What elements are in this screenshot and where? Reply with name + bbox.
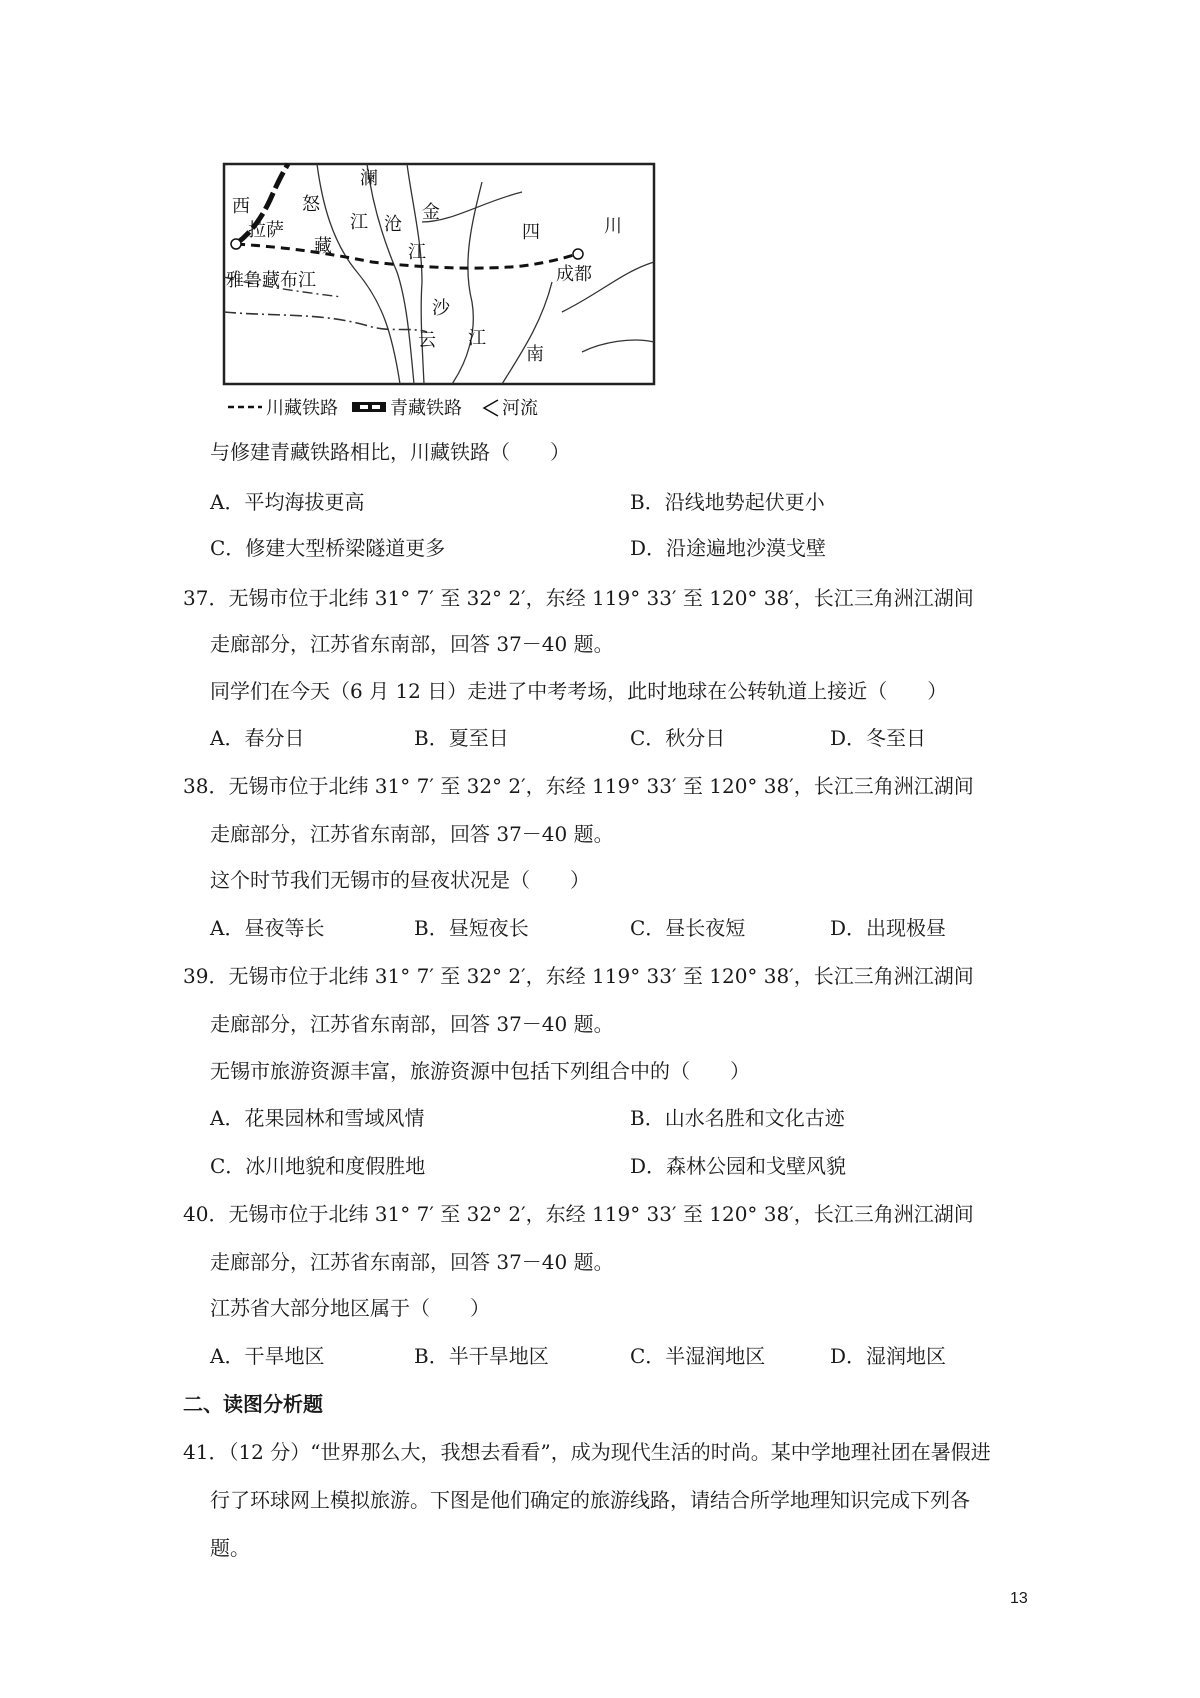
- q36-option-d: D．沿途遍地沙漠戈壁: [630, 536, 827, 560]
- q39-intro-line1: 39．无锡市位于北纬 31° 7′ 至 32° 2′，东经 119° 33′ 至 120° 38′，长江三角洲江湖间: [183, 964, 974, 988]
- q40-option-c: C．半湿润地区: [630, 1344, 766, 1368]
- map-label-yaluzangbujiang: 雅鲁藏布江: [226, 270, 316, 291]
- map-label-chengdu: 成都: [556, 264, 592, 285]
- q39-stem: 无锡市旅游资源丰富，旅游资源中包括下列组合中的（ ）: [210, 1059, 750, 1083]
- legend-qingzang: 青藏铁路: [390, 398, 462, 418]
- map-label-jiang3: 江: [468, 328, 486, 349]
- q37-stem: 同学们在今天（6 月 12 日）走进了中考考场，此时地球在公转轨道上接近（ ）: [210, 679, 948, 703]
- q38-intro-line2: 走廊部分，江苏省东南部，回答 37－40 题。: [210, 822, 614, 846]
- map-label-jin: 金: [422, 202, 440, 223]
- map-label-lasa: 拉萨: [248, 220, 284, 241]
- map-label-jiang1: 江: [350, 212, 368, 233]
- q38-option-b: B．昼短夜长: [414, 916, 529, 940]
- q37-intro-line1: 37．无锡市位于北纬 31° 7′ 至 32° 2′，东经 119° 33′ 至 120° 38′，长江三角洲江湖间: [183, 586, 974, 610]
- q39-option-b: B．山水名胜和文化古迹: [630, 1106, 845, 1130]
- map-label-jiang2: 江: [408, 242, 426, 263]
- map-label-sha: 沙: [432, 298, 450, 319]
- page-number: 13: [1010, 1590, 1028, 1607]
- q36-option-a: A．平均海拔更高: [210, 490, 365, 514]
- legend-chuanzang: 川藏铁路: [266, 398, 338, 418]
- q38-option-d: D．出现极昼: [830, 916, 947, 940]
- map-label-zang: 藏: [314, 236, 332, 257]
- q40-option-b: B．半干旱地区: [414, 1344, 549, 1368]
- map-label-xi: 西: [232, 196, 250, 217]
- q38-intro-line1: 38．无锡市位于北纬 31° 7′ 至 32° 2′，东经 119° 33′ 至 120° 38′，长江三角洲江湖间: [183, 774, 974, 798]
- q40-stem: 江苏省大部分地区属于（ ）: [210, 1296, 490, 1320]
- map-label-chuan: 川: [604, 216, 622, 237]
- q39-option-d: D．森林公园和戈壁风貌: [630, 1154, 847, 1178]
- q40-intro-line1: 40．无锡市位于北纬 31° 7′ 至 32° 2′，东经 119° 33′ 至 120° 38′，长江三角洲江湖间: [183, 1202, 974, 1226]
- map-label-lan: 澜: [360, 168, 378, 189]
- q38-option-c: C．昼长夜短: [630, 916, 746, 940]
- q38-stem: 这个时节我们无锡市的昼夜状况是（ ）: [210, 868, 590, 892]
- q40-intro-line2: 走廊部分，江苏省东南部，回答 37－40 题。: [210, 1250, 614, 1274]
- map-label-nan: 南: [526, 344, 544, 365]
- q41-line3: 题。: [210, 1536, 250, 1560]
- q36-option-b: B．沿线地势起伏更小: [630, 490, 825, 514]
- q38-option-a: A．昼夜等长: [210, 916, 325, 940]
- q36-option-c: C．修建大型桥梁隧道更多: [210, 536, 446, 560]
- q39-option-c: C．冰川地貌和度假胜地: [210, 1154, 426, 1178]
- q37-option-c: C．秋分日: [630, 726, 726, 750]
- section-heading: 二、读图分析题: [183, 1392, 323, 1416]
- q40-option-a: A．干旱地区: [210, 1344, 325, 1368]
- q36-stem: 与修建青藏铁路相比，川藏铁路（ ）: [210, 440, 570, 464]
- q41-line1: 41．（12 分）“世界那么大，我想去看看”，成为现代生活的时尚。某中学地理社团在暑假进: [183, 1440, 991, 1464]
- railway-map: [222, 162, 656, 418]
- q37-option-b: B．夏至日: [414, 726, 509, 750]
- map-label-yun: 云: [418, 330, 436, 351]
- legend-river: 河流: [502, 398, 538, 418]
- q41-line2: 行了环球网上模拟旅游。下图是他们确定的旅游线路，请结合所学地理知识完成下列各: [210, 1488, 970, 1512]
- q37-option-a: A．春分日: [210, 726, 305, 750]
- map-label-cang: 沧: [384, 214, 402, 235]
- map-label-nu: 怒: [302, 194, 320, 215]
- q39-intro-line2: 走廊部分，江苏省东南部，回答 37－40 题。: [210, 1012, 614, 1036]
- map-label-si: 四: [522, 222, 540, 243]
- q39-option-a: A．花果园林和雪域风情: [210, 1106, 425, 1130]
- q37-option-d: D．冬至日: [830, 726, 927, 750]
- q37-intro-line2: 走廊部分，江苏省东南部，回答 37－40 题。: [210, 632, 614, 656]
- q40-option-d: D．湿润地区: [830, 1344, 947, 1368]
